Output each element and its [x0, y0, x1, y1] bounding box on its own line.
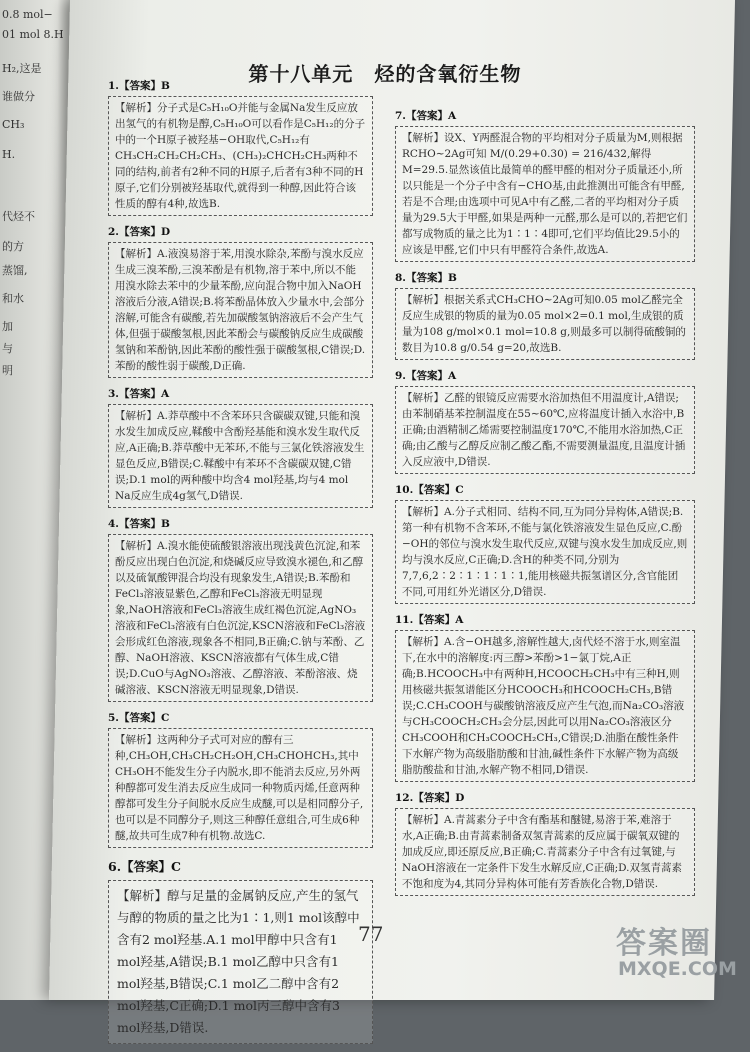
watermark-en: MXQE.COM — [618, 958, 737, 980]
right-column — [395, 108, 695, 904]
analysis-text: 【解析】醇与足量的金属钠反应,产生的氢气与醇的物质的量之比为1∶1,则1 mol该醇中含有2 mol羟基.A.1 mol甲醇中只含有1 mol羟基,A错误;B.1 mol乙醇中只含有1 mol羟基,B错误;C.1 mol乙二醇中含有2 mol羟基,C正确;D.1 mol丙三醇中含有3 mol羟基,D错误. — [108, 880, 373, 1044]
analysis-text: 【解析】乙醛的银镜反应需要水浴加热但不用温度计,A错误;由苯制硝基苯控制温度在55∼60℃,应将温度计插入水浴中,B正确;由酒精制乙烯需要控制温度170℃,不能用水浴加热,C正确;由乙酸与乙醇反应制乙酸乙酯,不需要测量温度,且温度计插入反应液中,D错误. — [395, 386, 695, 474]
analysis-text: 【解析】A.分子式相同、结构不同,互为同分异构体,A错误;B.第一种有机物不含苯环,不能与氯化铁溶液发生显色反应,C.酚−OH的邻位与溴水发生取代反应,双键与溴水发生加成反应,则均与溴水反应,C正确;D.含H的种类不同,分别为7,7,6,2∶2∶1∶1∶1∶1,能用核磁共振氢谱区分,含官能团不同,可用红外光谱区分,D错误. — [395, 500, 695, 604]
answer-item — [395, 270, 695, 360]
left-page-fragment: 0.8 mol− — [2, 8, 53, 21]
page-number: 77 — [358, 922, 384, 946]
answer-item — [395, 108, 695, 262]
answer-label: 9.【答案】A — [395, 370, 457, 382]
answer-item — [108, 856, 373, 1044]
left-page-fragment: H. — [2, 148, 16, 161]
answer-item — [108, 78, 373, 216]
answer-label: 1.【答案】B — [108, 80, 170, 92]
left-page-fragment: 和水 — [2, 292, 24, 305]
analysis-text: 【解析】A.青蒿素分子中含有酯基和醚键,易溶于苯,难溶于水,A正确;B.由青蒿素制备双氢青蒿素的反应属于碳氧双键的加成反应,即还原反应,B正确;C.青蒿素分子中含有过氧键,与NaOH溶液在一定条件下发生水解反应,C正确;D.双氢青蒿素不饱和度为4,其同分异构体可能有芳香族化合物,D错误. — [395, 808, 695, 896]
answer-label: 3.【答案】A — [108, 388, 170, 400]
left-page-fragment: CH₃ — [2, 118, 25, 131]
left-page-fragment: 代烃不 — [2, 210, 35, 223]
answer-item — [395, 368, 695, 474]
answer-label: 2.【答案】D — [108, 226, 171, 238]
left-page-fragment: 蒸馏, — [2, 264, 28, 277]
left-page-fragment: 01 mol 8.H — [2, 28, 64, 41]
left-page-fragment: 加 — [2, 320, 13, 333]
answer-label: 10.【答案】C — [395, 484, 464, 496]
answer-label: 7.【答案】A — [395, 110, 457, 122]
answer-label: 8.【答案】B — [395, 272, 457, 284]
left-page-fragment: 与 — [2, 342, 13, 355]
analysis-text: 【解析】A.溴水能使硫酸银溶液出现浅黄色沉淀,和苯酚反应出现白色沉淀,和烧碱反应导致溴水褪色,和乙醇以及硫氰酸钾混合均没有现象发生,A错误;B.苯酚和FeCl₃溶液显紫色,乙醇和FeCl₃溶液无明显现象,NaOH溶液和FeCl₃溶液生成红褐色沉淀,AgNO₃溶液和FeCl₃溶液有白色沉淀,KSCN溶液和FeCl₃溶液会形成红色溶液,现象各不相同,B正确;C.钠与苯酚、乙醇、NaOH溶液、KSCN溶液都有气体生成,C错误;D.CuO与AgNO₃溶液、乙醇溶液、苯酚溶液、烧碱溶液、KSCN溶液无明显现象,D错误. — [108, 534, 373, 702]
answer-label: 12.【答案】D — [395, 792, 465, 804]
analysis-text: 【解析】A.含−OH越多,溶解性越大,卤代烃不溶于水,则室温下,在水中的溶解度:丙三醇>苯酚>1−氯丁烷,A正确;B.HCOOCH₃中有两种H,HCOOCH₂CH₃中有三种H,则用核磁共振氢谱能区分HCOOCH₃和HCOOCH₂CH₃,B错误;C.CH₃COOH与碳酸钠溶液反应产生气泡,而Na₂CO₃溶液与CH₃COOCH₂CH₃会分层,因此可以用Na₂CO₃溶液区分CH₃COOH和CH₃COOCH₂CH₃,C错误;D.油脂在酸性条件下水解产物为高级脂肪酸和甘油,碱性条件下水解产物为高级脂肪酸盐和甘油,水解产物不相同,D错误. — [395, 630, 695, 782]
answer-label: 5.【答案】C — [108, 712, 170, 724]
page-title: 第十八单元 烃的含氧衍生物 — [248, 62, 522, 86]
left-page-fragment: 明 — [2, 364, 13, 377]
answer-item — [395, 482, 695, 604]
analysis-text: 【解析】分子式是C₅H₁₀O并能与金属Na发生反应放出氢气的有机物是醇,C₅H₁₀O可以看作是C₅H₁₂的分子中的一个H原子被羟基−OH取代,C₅H₁₂有CH₃CH₂CH₂CH₂CH₃、(CH₃)₂CHCH₂CH₃两种不同的结构,前者有2种不同的H原子,后者有3种不同的H原子,它们分别被羟基取代,就得到一种醇,因此符合该性质的醇有4种,故选B. — [108, 96, 373, 216]
left-page-fragment: 谁做分 — [2, 90, 35, 103]
answer-item — [395, 612, 695, 782]
left-column — [108, 78, 373, 1052]
analysis-text: 【解析】A.莽草酸中不含苯环只含碳碳双键,只能和溴水发生加成反应,鞣酸中含酚羟基能和溴水发生取代反应,A正确;B.莽草酸中无苯环,不能与三氯化铁溶液发生显色反应,B错误;C.鞣酸中有苯环不含碳碳双键,C错误;D.1 mol的两种酸中均含4 mol羟基,均与4 mol Na反应生成4g氢气,D错误. — [108, 404, 373, 508]
analysis-text: 【解析】A.液溴易溶于苯,用溴水除杂,苯酚与溴水反应生成三溴苯酚,三溴苯酚是有机物,溶于苯中,所以不能用溴水除去苯中的少量苯酚,应向混合物中加入NaOH溶液后分液,A错误;B.将苯酚晶体放入少量水中,会部分溶解,可能含有碳酸,若先加碳酸氢钠溶液后不会产生气体,但强于碳酸氢根,因此苯酚会与碳酸钠反应生成碳酸氢钠和苯酚钠,因此苯酚的酸性强于碳酸氢根,C错误;D.苯酚的酸性弱于碳酸,D正确. — [108, 242, 373, 378]
answer-label: 6.【答案】C — [108, 859, 181, 874]
answer-item — [108, 516, 373, 702]
answer-item — [108, 386, 373, 508]
watermark-logo — [606, 918, 736, 990]
answer-item — [395, 790, 695, 896]
answer-item — [108, 224, 373, 378]
left-page-fragment: H₂,这是 — [2, 62, 42, 75]
left-page-fragment: 的方 — [2, 240, 24, 253]
watermark-cn: 答案圈 — [616, 926, 712, 961]
analysis-text: 【解析】根据关系式CH₃CHO∼2Ag可知0.05 mol乙醛完全反应生成银的物质的量为0.05 mol×2=0.1 mol,生成银的质量为108 g/mol×0.1 mol=10.8 g,则最多可以制得硫酸铜的数目为10.8 g/0.54 g=20,故选B. — [395, 288, 695, 360]
answer-item — [108, 710, 373, 848]
answer-label: 4.【答案】B — [108, 518, 170, 530]
analysis-text: 【解析】这两种分子式可对应的醇有三种,CH₃OH,CH₃CH₂CH₂OH,CH₃CHOHCH₃,其中CH₃OH不能发生分子内脱水,即不能消去反应,另外两种醇都可发生消去反应生成同一种物质丙烯,任意两种醇都可发生分子间脱水反应生成醚,可以是相同醇分子,也可以是不同醇分子,则这三种醇任意组合,可生成6种醚,故共可生成7种有机物.故选C. — [108, 728, 373, 848]
answer-label: 11.【答案】A — [395, 614, 464, 626]
analysis-text: 【解析】设X、Y两醛混合物的平均相对分子质量为M,则根据RCHO∼2Ag可知 M/(0.29+0.30) = 216/432,解得M=29.5.显然该值比最简单的醛甲醛的相对分子质量还小,所以只能是一个分子中含有−CHO基,由此推测出可能含有甲醛,若是不合理;由选项中可见A中有乙醛,二者的平均相对分子质量为29.5大于甲醛,如果是两种一元醛,那么是可以的,若把它们都写成物质的量之比为1∶1∶4即可,它们平均值比29.5小的应该是甲醛,它们中只有甲醛符合条件,故选A. — [395, 126, 695, 262]
